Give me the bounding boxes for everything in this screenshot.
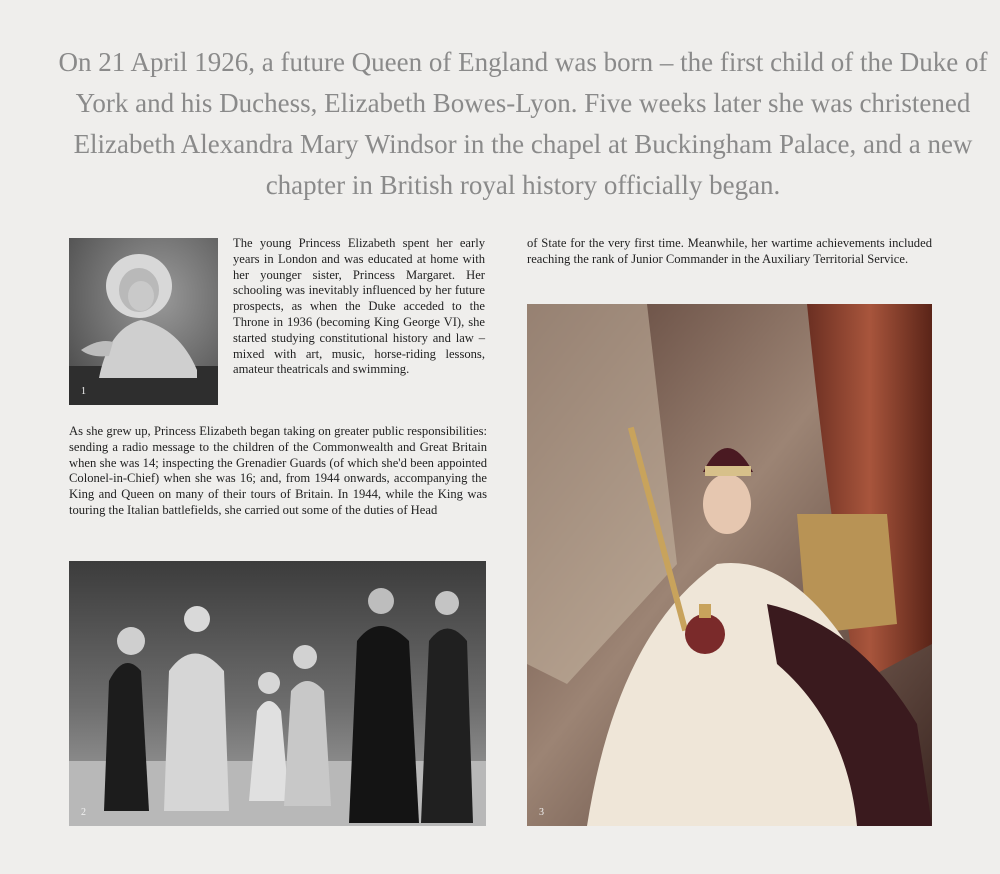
photo-1-number: 1 <box>81 386 86 397</box>
page-headline: On 21 April 1926, a future Queen of England was born – the first child of the Duke of York and his Duchess, Elizabeth Bowes-Lyon. Five weeks later she was christened Elizabeth Alexandra Mary Windsor in the chapel at Buckingham Palace, and a new chapter in British royal history officially began. <box>58 47 988 200</box>
left-paragraph-1: The young Princess Elizabeth spent her early years in London and was educated at home with her younger sister, Princess Margaret. Her schooling was inevitably influenced by her future prospects, as when the Duke acceded to the Throne in 1936 (becoming King George VI), she started studying constitutional history and law – mixed with art, music, horse-riding lessons, amateur theatricals and swimming. <box>233 236 485 377</box>
coronation-portrait-image <box>527 304 932 826</box>
left-paragraph-2: As she grew up, Princess Elizabeth began taking on greater public responsibilities: sending a radio message to the children of the Commonwealth and Great Britain when she was 14; inspecting the Grenadier Guards (of which she'd been appointed Colonel-in-Chief) when she was 16; and, from 1944 onwards, accompanying the King and Queen on many of their tours of Britain. In 1944, while the King was touring the Italian battlefields, she carried out some of the duties of Head <box>69 424 487 517</box>
photo-coronation-portrait <box>527 304 932 826</box>
child-portrait-image <box>69 238 218 405</box>
right-paragraph-1: of State for the very first time. Meanwhile, her wartime achievements included reaching the rank of Junior Commander in the Auxiliary Territorial Service. <box>527 236 932 266</box>
photo-3-number: 3 <box>539 807 544 818</box>
photo-2-number: 2 <box>81 807 86 818</box>
photo-royal-family-outdoors <box>69 561 486 826</box>
photo-child-portrait <box>69 238 218 405</box>
royal-family-outdoors-image <box>69 561 486 826</box>
